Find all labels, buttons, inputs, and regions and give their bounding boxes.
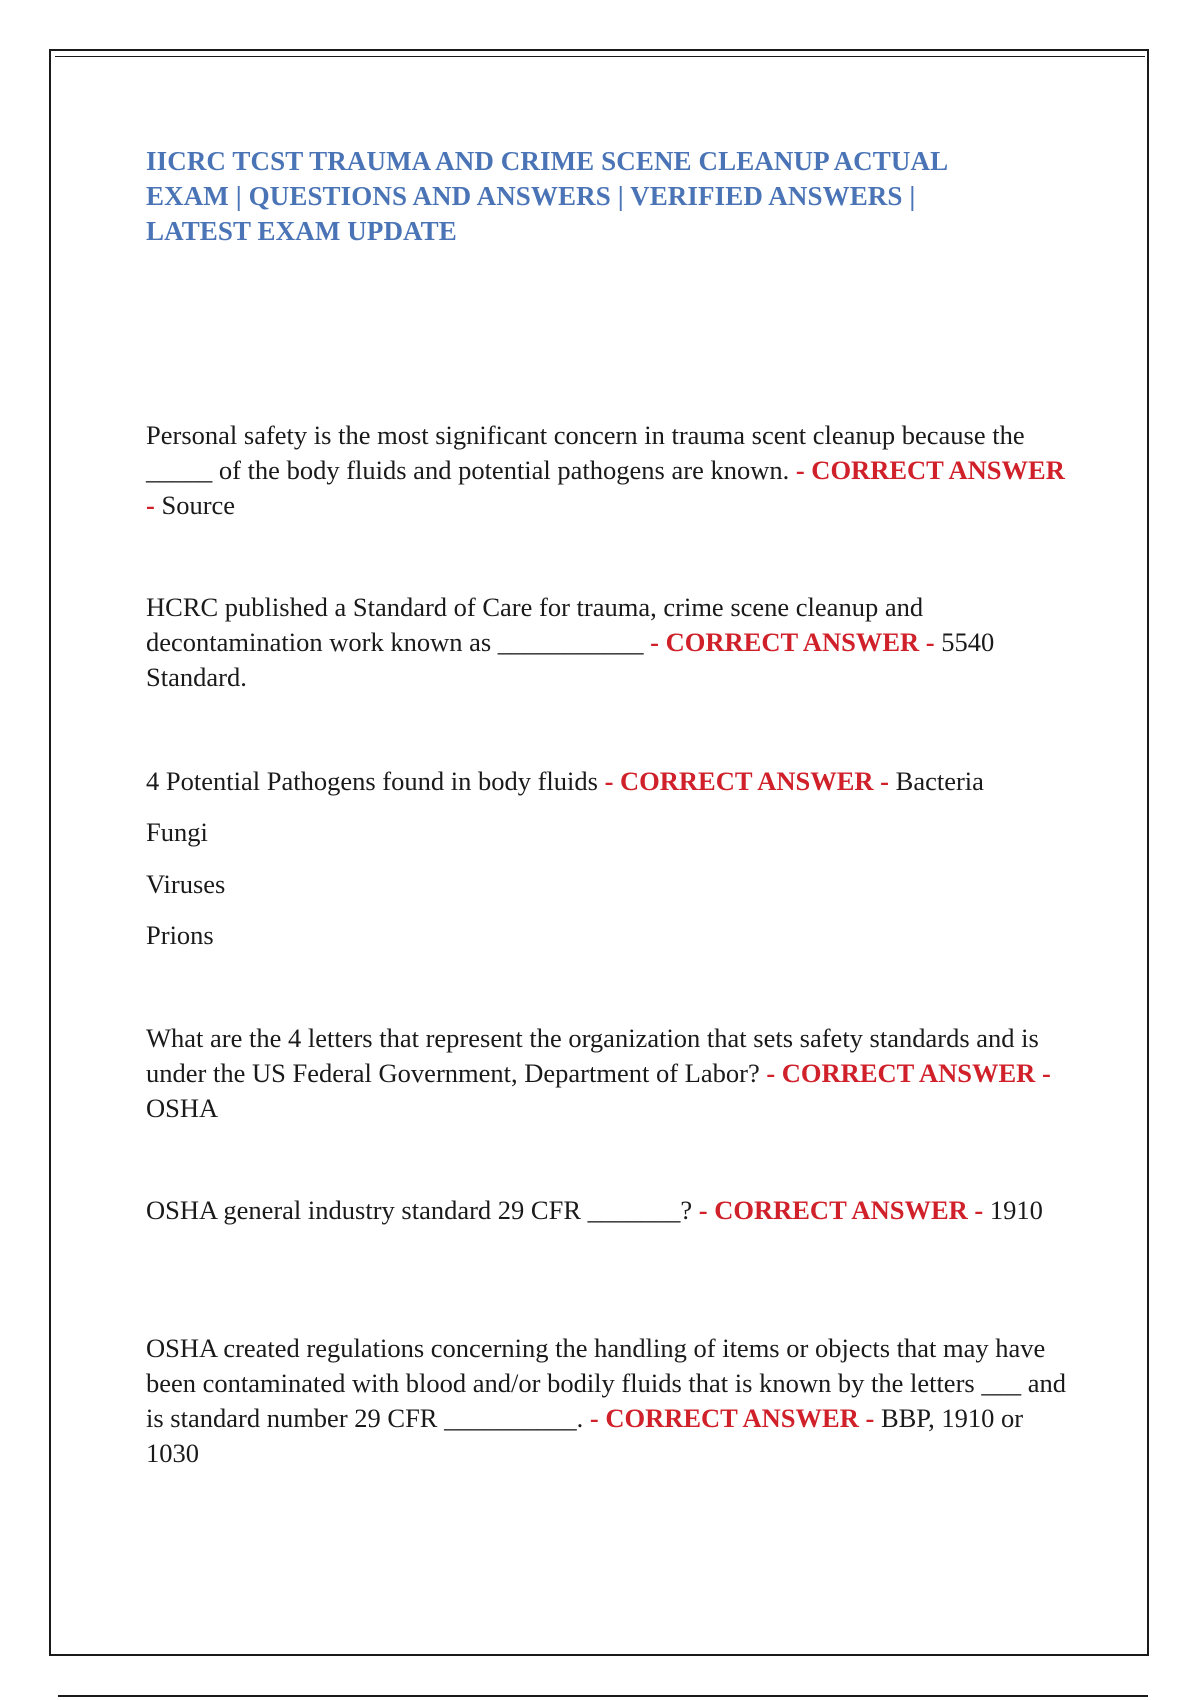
answer-text: 5540 Standard.: [146, 627, 995, 692]
question-text: What are the 4 letters that represent the organization that sets safety standards and is under the US Federal Government, Department of Labor?: [146, 1023, 1039, 1088]
correct-answer-marker: - CORRECT ANSWER -: [698, 1195, 984, 1225]
question-text: 4 Potential Pathogens found in body fluids: [146, 766, 598, 796]
answer-text: Bacteria: [895, 766, 984, 796]
correct-answer-marker: - CORRECT ANSWER -: [146, 455, 1065, 520]
page-bottom-rule: [58, 1695, 1148, 1697]
answer-list-item: Prions: [146, 920, 214, 950]
answer-text: Source: [161, 490, 236, 520]
qa-item-5: [146, 1193, 1071, 1228]
answer-text: 1910: [989, 1195, 1043, 1225]
qa-item-2: [146, 590, 1071, 695]
answer-text: OSHA: [146, 1093, 219, 1123]
answer-text: BBP, 1910 or 1030: [146, 1403, 1024, 1468]
correct-answer-marker: - CORRECT ANSWER -: [766, 1058, 1051, 1088]
question-text: OSHA created regulations concerning the handling of items or objects that may have been contaminated with blood and/or bodily fluids that is known by the letters ___ and is standard number 29 CFR __________.: [146, 1333, 1066, 1433]
qa-item-3: [146, 764, 1071, 799]
answer-list-item: Viruses: [146, 869, 226, 899]
qa-item-1: [146, 418, 1071, 523]
qa-item-6: [146, 1331, 1071, 1471]
correct-answer-marker: - CORRECT ANSWER -: [589, 1403, 875, 1433]
answer-list-item: Fungi: [146, 817, 208, 847]
correct-answer-marker: - CORRECT ANSWER -: [650, 627, 935, 657]
correct-answer-marker: - CORRECT ANSWER -: [604, 766, 890, 796]
question-text: OSHA general industry standard 29 CFR _______?: [146, 1195, 693, 1225]
question-text: Personal safety is the most significant concern in trauma scent cleanup because the _____ of the body fluids and potential pathogens are known.: [146, 420, 1025, 485]
question-text: HCRC published a Standard of Care for trauma, crime scene cleanup and decontamination work known as ___________: [146, 592, 924, 657]
page-top-rule: [55, 56, 1145, 57]
document-title: IICRC TCST TRAUMA AND CRIME SCENE CLEANUP ACTUAL EXAM | QUESTIONS AND ANSWERS | VERIFIED ANSWERS | LATEST EXAM UPDATE: [146, 146, 947, 246]
qa-item-4: [146, 1021, 1071, 1126]
